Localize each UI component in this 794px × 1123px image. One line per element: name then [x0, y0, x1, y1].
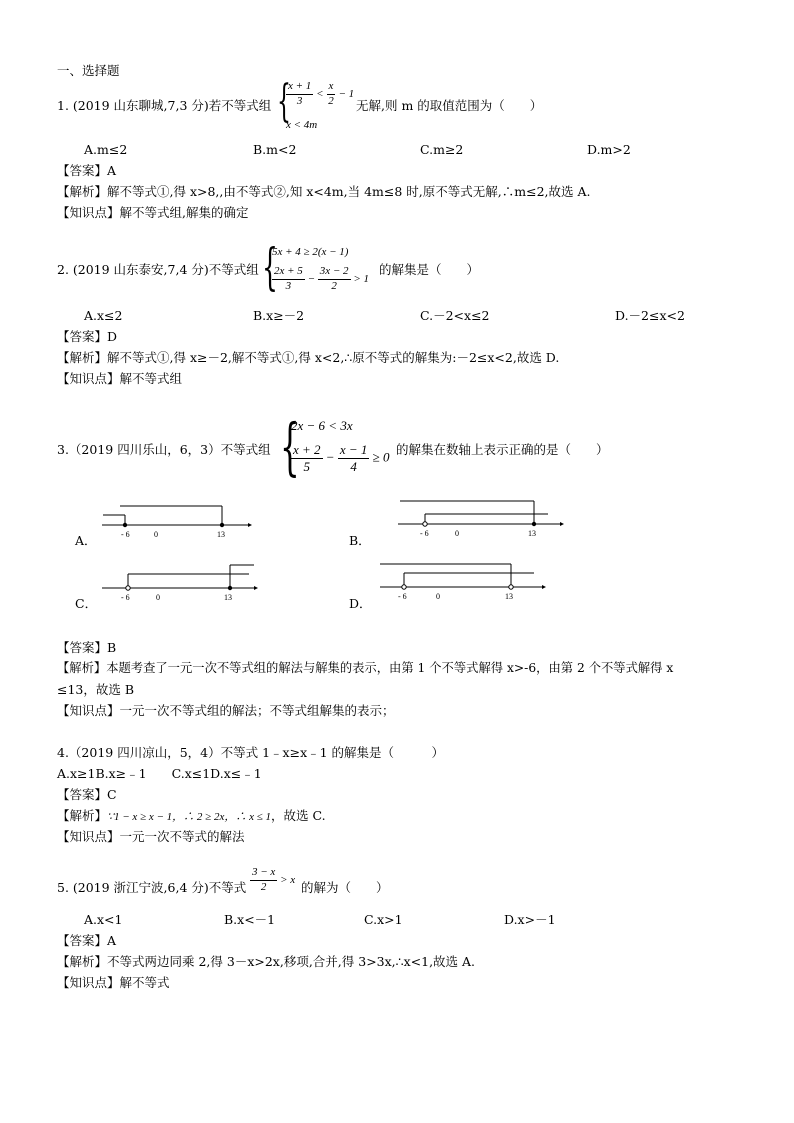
question-2-option-a: A.x≤2 — [84, 308, 123, 323]
frac-numerator: x + 2 — [291, 442, 323, 459]
analysis-suffix: ，故选 C. — [271, 808, 326, 823]
question-3-stem-suffix: 的解集在数轴上表示正确的是（ ） — [396, 442, 609, 457]
tick-label: 0 — [455, 529, 459, 538]
system-brace: { — [277, 76, 291, 127]
tick-label: - 6 — [420, 529, 429, 538]
question-5-option-b: B.x<－1 — [224, 912, 276, 927]
question-1-analysis: 【解析】解不等式①,得 x>8,,由不等式②,知 x<4m,当 4m≤8 时,原不等式无解,∴m≤2,故选 A. — [57, 184, 591, 199]
frac-numerator: 3x − 2 — [318, 265, 351, 280]
question-1-system-row-1 — [286, 80, 354, 109]
question-5-inequality — [250, 866, 295, 895]
frac-denominator: 3 — [285, 279, 292, 292]
frac-numerator: x − 1 — [338, 442, 370, 459]
question-5-analysis: 【解析】不等式两边同乘 2,得 3－x>2x,移项,合并,得 3>3x,∴x<1,故选 A. — [57, 954, 476, 969]
question-1-system-row-2: x < 4m — [286, 119, 318, 131]
question-4-stem: 4.（2019 四川凉山，5，4）不等式 1﹣x≥x﹣1 的解集是（ ） — [57, 745, 445, 760]
minus-sign: − — [307, 272, 315, 285]
system-brace: { — [262, 238, 278, 296]
question-1-option-c: C.m≥2 — [420, 142, 464, 157]
frac-numerator: x — [327, 80, 336, 95]
tick-label: - 6 — [121, 530, 130, 539]
question-2-answer: 【答案】D — [57, 329, 118, 344]
question-3-system-row-2 — [291, 442, 390, 476]
question-2-stem-prefix: 2. (2019 山东泰安,7,4 分)不等式组 — [57, 262, 259, 277]
question-3-analysis-line-1: 【解析】本题考查了一元一次不等式组的解法与解集的表示，由第 1 个不等式解得 x>-6，由第 2 个不等式解得 x — [57, 661, 674, 675]
question-5-option-c: C.x>1 — [364, 912, 403, 927]
question-2-system-row-2 — [272, 265, 369, 294]
row-tail: ≥ 0 — [372, 449, 390, 465]
tick-label: 13 — [217, 530, 225, 539]
question-4-knowledge: 【知识点】一元一次不等式的解法 — [57, 829, 245, 844]
analysis-prefix: 【解析】 — [57, 808, 108, 823]
tick-label: - 6 — [121, 593, 130, 602]
question-2-option-c: C.－2<x≤2 — [420, 308, 490, 323]
question-4-answer: 【答案】C — [57, 787, 117, 802]
question-5-stem-suffix: 的解为（ ） — [301, 880, 389, 895]
question-3-system-row-1: 2x − 6 < 3x — [291, 418, 353, 433]
row-tail: − 1 — [338, 87, 355, 100]
frac-numerator: 2x + 5 — [272, 265, 305, 280]
tick-label: 0 — [156, 593, 160, 602]
inequality-tail: > x — [280, 873, 296, 886]
frac-denominator: 2 — [328, 94, 334, 107]
question-1-answer: 【答案】A — [57, 163, 117, 178]
question-2-system-row-1: 5x + 4 ≥ 2(x − 1) — [272, 246, 349, 258]
question-3-analysis-line-2: ≤13，故选 B — [57, 682, 135, 697]
tick-label: 13 — [505, 592, 513, 601]
analysis-math: ∵1 − x ≥ x − 1，∴ 2 ≥ 2x，∴ x ≤ 1 — [107, 811, 272, 823]
question-5-stem-prefix: 5. (2019 浙江宁波,6,4 分)不等式 — [57, 880, 247, 895]
question-1-stem-prefix: 1. (2019 山东聊城,7,3 分)若不等式组 — [57, 98, 272, 113]
tick-label: - 6 — [398, 592, 407, 601]
question-4-analysis — [57, 808, 326, 825]
question-3-option-b-label: B． — [349, 533, 371, 548]
question-2-option-b: B.x≥－2 — [253, 308, 305, 323]
question-1-option-b: B.m<2 — [253, 142, 297, 157]
question-4-options: A.x≥1B.x≥﹣1 C.x≤1D.x≤﹣1 — [57, 766, 262, 781]
question-3-option-a-label: A． — [75, 533, 97, 548]
question-1-knowledge: 【知识点】解不等式组,解集的确定 — [57, 205, 249, 220]
minus-sign: − — [325, 449, 335, 465]
question-1-stem-suffix: 无解,则 m 的取值范围为（ ） — [356, 98, 543, 113]
question-1-option-d: D.m>2 — [587, 142, 631, 157]
question-3-stem-prefix: 3.（2019 四川乐山，6，3）不等式组 — [57, 442, 271, 457]
system-brace: { — [280, 410, 300, 483]
question-2-knowledge: 【知识点】解不等式组 — [57, 371, 183, 386]
row-tail: > 1 — [353, 272, 369, 285]
frac-denominator: 3 — [296, 94, 303, 107]
frac-denominator: 4 — [350, 459, 357, 475]
frac-denominator: 2 — [331, 279, 337, 292]
tick-label: 0 — [154, 530, 158, 539]
frac-numerator: x + 1 — [286, 80, 313, 95]
question-1-option-a: A.m≤2 — [84, 142, 128, 157]
question-3-knowledge: 【知识点】一元一次不等式组的解法；不等式组解集的表示； — [57, 703, 395, 718]
question-2-analysis: 【解析】解不等式①,得 x≥－2,解不等式①,得 x<2,∴原不等式的解集为:－2≤x<2,故选 D. — [57, 350, 560, 365]
question-5-option-d: D.x>－1 — [504, 912, 556, 927]
question-3-option-c-label: C． — [75, 596, 98, 611]
number-line-option-b — [398, 500, 566, 540]
question-5-answer: 【答案】A — [57, 933, 117, 948]
tick-label: 13 — [528, 529, 536, 538]
frac-numerator: 3 − x — [250, 866, 277, 881]
frac-denominator: 5 — [303, 459, 311, 475]
number-line-option-c — [100, 563, 260, 605]
question-2-option-d: D.－2≤x<2 — [615, 308, 685, 323]
frac-denominator: 2 — [260, 880, 267, 893]
question-5-option-a: A.x<1 — [84, 912, 123, 927]
less-than-sign: < — [316, 87, 324, 100]
section-title: 一、选择题 — [57, 63, 120, 78]
question-5-knowledge: 【知识点】解不等式 — [57, 975, 170, 990]
question-3-answer: 【答案】B — [57, 640, 117, 655]
tick-label: 13 — [224, 593, 232, 602]
question-3-option-d-label: D． — [349, 596, 372, 611]
number-line-option-a — [100, 505, 252, 541]
number-line-option-d — [378, 562, 548, 604]
tick-label: 0 — [436, 592, 440, 601]
question-2-stem-suffix: 的解集是（ ） — [379, 262, 480, 277]
